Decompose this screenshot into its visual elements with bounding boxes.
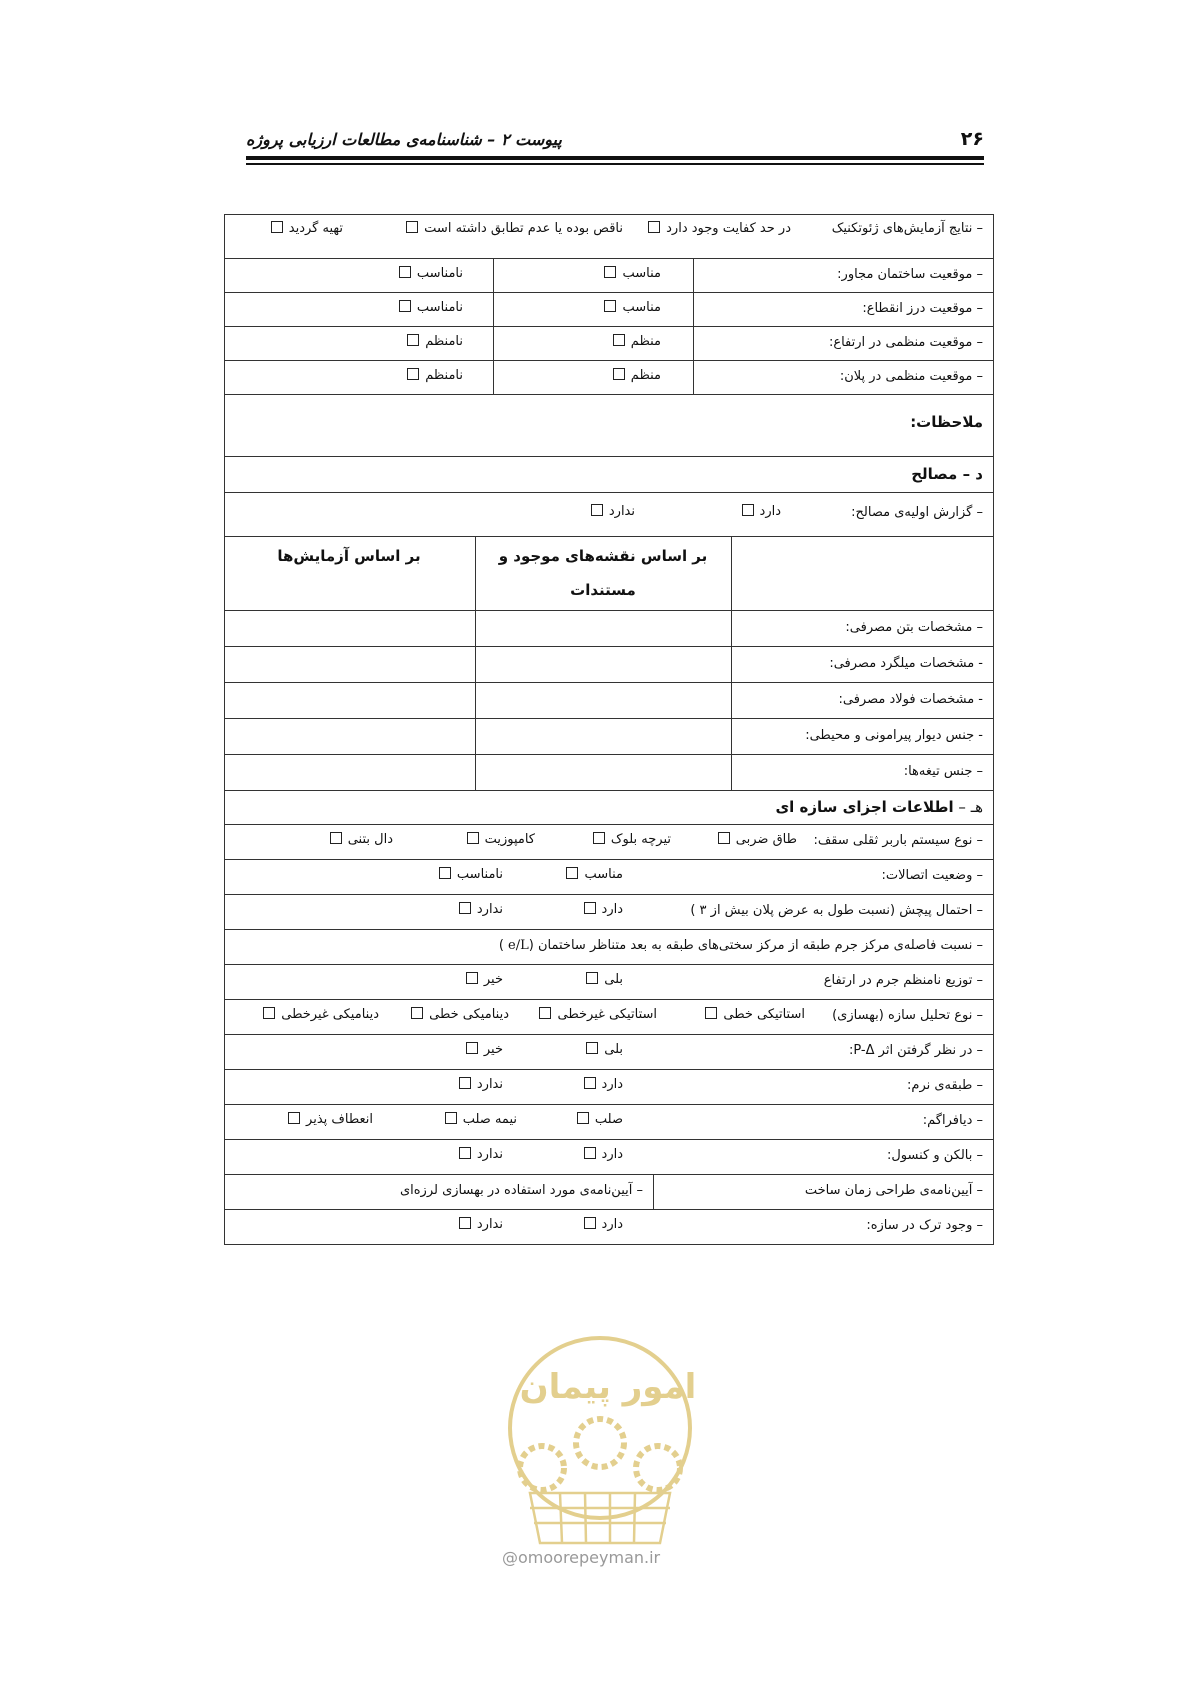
crack-row [224, 1210, 994, 1245]
checkbox[interactable] [271, 221, 283, 233]
checkbox[interactable] [591, 504, 603, 516]
checkbox[interactable] [467, 832, 479, 844]
row-label: – گزارش اولیه‌ی مصالح: [851, 505, 983, 520]
checkbox[interactable] [742, 504, 754, 516]
opt-label: منظم [630, 368, 661, 383]
row-label: – توزیع نامنظم جرم در ارتفاع [823, 973, 983, 988]
opt-yes[interactable] [580, 972, 623, 987]
checkbox[interactable] [584, 902, 596, 914]
ratio-label [499, 938, 983, 953]
opt-label: مناسب [622, 300, 661, 315]
row-label: – در نظر گرفتن اثر P-Δ: [848, 1043, 983, 1058]
row-label: – وضعیت اتصالات: [881, 868, 983, 883]
ratio-label-text: – نسبت فاصله‌ی مرکز جرم طبقه از مرکز سختی‌های طبقه به بعد متناظر ساختمان ( [528, 938, 983, 953]
opt-no[interactable] [460, 972, 503, 987]
mass-distribution-row [224, 965, 994, 1000]
opt-label: دارد [601, 1147, 623, 1162]
col-docs-header [475, 539, 731, 607]
opt-suitable[interactable] [560, 867, 623, 882]
opt-label: نیمه صلب [462, 1112, 517, 1127]
checkbox[interactable] [584, 1077, 596, 1089]
material-item-row [224, 647, 994, 683]
structure-heading-text: اطلاعات اجزای سازه ای [775, 798, 954, 816]
opt-analysis[interactable] [699, 1007, 805, 1022]
material-item-row [224, 755, 994, 791]
geotech-row [224, 215, 994, 259]
row-label: – دیافراگم: [922, 1113, 983, 1128]
checkbox[interactable] [586, 972, 598, 984]
opt-label: تیرچه بلوک [610, 832, 671, 847]
opt-label: خیر [483, 1042, 503, 1057]
checkbox[interactable] [593, 832, 605, 844]
opt-label: ندارد [476, 1077, 503, 1092]
checkbox[interactable] [466, 972, 478, 984]
checkbox[interactable] [584, 1217, 596, 1229]
material-item-label: – جنس تیغه‌ها: [903, 764, 983, 779]
watermark-logo [490, 1328, 720, 1568]
checkbox[interactable] [648, 221, 660, 233]
materials-heading: د – مصالح [911, 465, 983, 483]
ratio-formula: e/L [508, 938, 529, 953]
remarks-label: ملاحظات: [910, 413, 983, 431]
watermark-url: @omoorepeyman.ir [502, 1548, 661, 1567]
watermark-logo-text: امور پیمان [519, 1367, 697, 1407]
checkbox[interactable] [466, 1042, 478, 1054]
opt-label: دارد [759, 504, 781, 519]
soft-story-row [224, 1070, 994, 1105]
row-label: – موقعیت منظمی در پلان: [839, 369, 983, 384]
checkbox[interactable] [539, 1007, 551, 1019]
checkbox[interactable] [586, 1042, 598, 1054]
opt-hasnot[interactable] [453, 1147, 503, 1162]
checkbox[interactable] [459, 1147, 471, 1159]
opt-label: مناسب [622, 266, 661, 281]
p-delta-row [224, 1035, 994, 1070]
row-label: – وجود ترک در سازه: [866, 1218, 983, 1233]
opt-rigid[interactable] [571, 1112, 623, 1127]
opt-hasnot[interactable] [453, 902, 503, 917]
opt-label: دینامیکی غیرخطی [281, 1007, 379, 1022]
opt-label: نامناسب [456, 867, 503, 882]
eccentricity-ratio-row [224, 930, 994, 965]
geotech-label: – نتایج آزمایش‌های ژئوتکنیک [831, 221, 983, 236]
col-docs-line2: مستندات [570, 581, 636, 599]
materials-table-header [224, 537, 994, 611]
opt-unsuitable[interactable] [393, 300, 463, 315]
opt-label: بلی [604, 972, 623, 987]
code-retrofit-label: – آیین‌نامه‌ی مورد استفاده در بهسازی لرزه‌ای [399, 1183, 643, 1198]
opt-label: دینامیکی خطی [429, 1007, 509, 1022]
opt-label: طاق ضربی [735, 832, 797, 847]
materials-heading-row [224, 457, 994, 493]
opt-yes[interactable] [580, 1042, 623, 1057]
col-docs-line1: بر اساس نقشه‌های موجود و [498, 547, 708, 565]
opt-label: دارد [601, 1217, 623, 1232]
torsion-row [224, 895, 994, 930]
row-label: – نوع تحلیل سازه (بهسازی) [832, 1008, 983, 1023]
opt-suitable[interactable] [598, 300, 661, 315]
checkbox[interactable] [263, 1007, 275, 1019]
opt-label: نامنظم [425, 368, 463, 383]
row-label: – موقعیت ساختمان مجاور: [837, 267, 983, 282]
codes-row [224, 1175, 994, 1210]
opt-roof[interactable] [461, 832, 535, 847]
structure-heading-row [224, 791, 994, 825]
opt-has[interactable] [578, 902, 623, 917]
header-rule-thick [246, 156, 984, 160]
structure-heading-prefix: هـ – [953, 798, 983, 816]
checkbox[interactable] [459, 902, 471, 914]
opt-label: منظم [630, 334, 661, 349]
adjacent-building-row [224, 259, 994, 293]
opt-flexible[interactable] [282, 1112, 373, 1127]
opt-has[interactable] [578, 1077, 623, 1092]
opt-label: کامپوزیت [484, 832, 535, 847]
checkbox[interactable] [445, 1112, 457, 1124]
opt-has[interactable] [736, 504, 781, 519]
col-tests-header: بر اساس آزمایش‌ها [277, 547, 421, 565]
checkbox[interactable] [407, 334, 419, 346]
checkbox[interactable] [411, 1007, 423, 1019]
checkbox[interactable] [288, 1112, 300, 1124]
opt-roof[interactable] [712, 832, 797, 847]
opt-unsuitable[interactable] [393, 266, 463, 281]
opt-hasnot[interactable] [453, 1077, 503, 1092]
connections-row [224, 860, 994, 895]
opt-has[interactable] [578, 1147, 623, 1162]
geotech-opt-prepared-label: تهیه گردید [288, 221, 343, 236]
diaphragm-row [224, 1105, 994, 1140]
material-item-row [224, 719, 994, 755]
row-label: – بالکن و کنسول: [886, 1148, 983, 1163]
checkbox[interactable] [407, 368, 419, 380]
checkbox[interactable] [584, 1147, 596, 1159]
opt-label: نامناسب [416, 300, 463, 315]
ratio-close: ) [498, 938, 509, 953]
row-label: – موقعیت منظمی در ارتفاع: [828, 335, 983, 350]
remarks-row[interactable] [224, 395, 994, 457]
material-item-label: - مشخصات فولاد مصرفی: [838, 692, 983, 707]
structure-heading [775, 798, 983, 816]
checkbox[interactable] [439, 867, 451, 879]
balcony-row [224, 1140, 994, 1175]
opt-label: نامناسب [416, 266, 463, 281]
geotech-opt-adequate[interactable] [642, 221, 791, 236]
geotech-opt-prepared[interactable] [265, 221, 343, 236]
opt-roof[interactable] [324, 832, 393, 847]
checkbox[interactable] [399, 300, 411, 312]
checkbox[interactable] [718, 832, 730, 844]
checkbox[interactable] [613, 334, 625, 346]
opt-label: ندارد [476, 1217, 503, 1232]
materials-report-row [224, 493, 994, 537]
checkbox[interactable] [406, 221, 418, 233]
row-label: – موقعیت درز انقطاع: [862, 301, 983, 316]
material-item-label: - مشخصات میلگرد مصرفی: [829, 656, 983, 671]
checkbox[interactable] [459, 1217, 471, 1229]
opt-label: بلی [604, 1042, 623, 1057]
geotech-opt-adequate-label: در حد کفایت وجود دارد [666, 221, 791, 236]
row-label: – نوع سیستم باربر ثقلی سقف: [813, 833, 983, 848]
opt-label: استاتیکی غیرخطی [557, 1007, 657, 1022]
roof-system-row [224, 825, 994, 860]
opt-no[interactable] [460, 1042, 503, 1057]
opt-hasnot[interactable] [585, 504, 635, 519]
header-rule-thin [246, 163, 984, 165]
opt-regular[interactable] [607, 334, 661, 349]
page-header [246, 128, 984, 168]
opt-analysis[interactable] [257, 1007, 379, 1022]
analysis-type-row [224, 1000, 994, 1035]
opt-label: انعطاف پذیر [306, 1112, 373, 1127]
opt-regular[interactable] [607, 368, 661, 383]
material-item-label: - جنس دیوار پیرامونی و محیطی: [805, 728, 983, 743]
page-title: پیوست ۲ – شناسنامه‌ی مطالعات ارزیابی پروژه [246, 130, 562, 149]
material-item-row [224, 611, 994, 647]
opt-label: ندارد [476, 902, 503, 917]
plan-regularity-row [224, 361, 994, 395]
opt-label: ندارد [476, 1147, 503, 1162]
checkbox[interactable] [604, 266, 616, 278]
opt-analysis[interactable] [405, 1007, 509, 1022]
opt-label: مناسب [584, 867, 623, 882]
opt-label: دال بتنی [347, 832, 393, 847]
opt-label: استاتیکی خطی [723, 1007, 805, 1022]
row-label: – طبقه‌ی نرم: [907, 1078, 983, 1093]
geotech-opt-incomplete-label: ناقص بوده یا عدم تطابق داشته است [424, 221, 623, 236]
opt-suitable[interactable] [598, 266, 661, 281]
material-item-label: – مشخصات بتن مصرفی: [845, 620, 983, 635]
checkbox[interactable] [577, 1112, 589, 1124]
geotech-opt-incomplete[interactable] [400, 221, 623, 236]
checkbox[interactable] [330, 832, 342, 844]
opt-label: خیر [483, 972, 503, 987]
row-label: – احتمال پیچش (نسبت طول به عرض پلان بیش از ۳ ) [690, 903, 983, 918]
checkbox[interactable] [459, 1077, 471, 1089]
opt-label: نامنظم [425, 334, 463, 349]
opt-label: دارد [601, 1077, 623, 1092]
opt-irregular[interactable] [401, 368, 463, 383]
seismic-gap-row [224, 293, 994, 327]
opt-unsuitable[interactable] [433, 867, 503, 882]
opt-label: دارد [601, 902, 623, 917]
opt-hasnot[interactable] [453, 1217, 503, 1232]
opt-semi-rigid[interactable] [439, 1112, 517, 1127]
code-design-label: – آیین‌نامه‌ی طراحی زمان ساخت [804, 1183, 983, 1198]
checkbox[interactable] [705, 1007, 717, 1019]
vertical-regularity-row [224, 327, 994, 361]
opt-label: ندارد [608, 504, 635, 519]
opt-has[interactable] [578, 1217, 623, 1232]
checkbox[interactable] [399, 266, 411, 278]
evaluation-form [224, 214, 994, 1245]
checkbox[interactable] [604, 300, 616, 312]
checkbox[interactable] [566, 867, 578, 879]
checkbox[interactable] [613, 368, 625, 380]
opt-label: صلب [594, 1112, 623, 1127]
page-number: ۲۶ [960, 128, 984, 150]
material-item-row [224, 683, 994, 719]
opt-analysis[interactable] [533, 1007, 657, 1022]
opt-roof[interactable] [587, 832, 671, 847]
opt-irregular[interactable] [401, 334, 463, 349]
